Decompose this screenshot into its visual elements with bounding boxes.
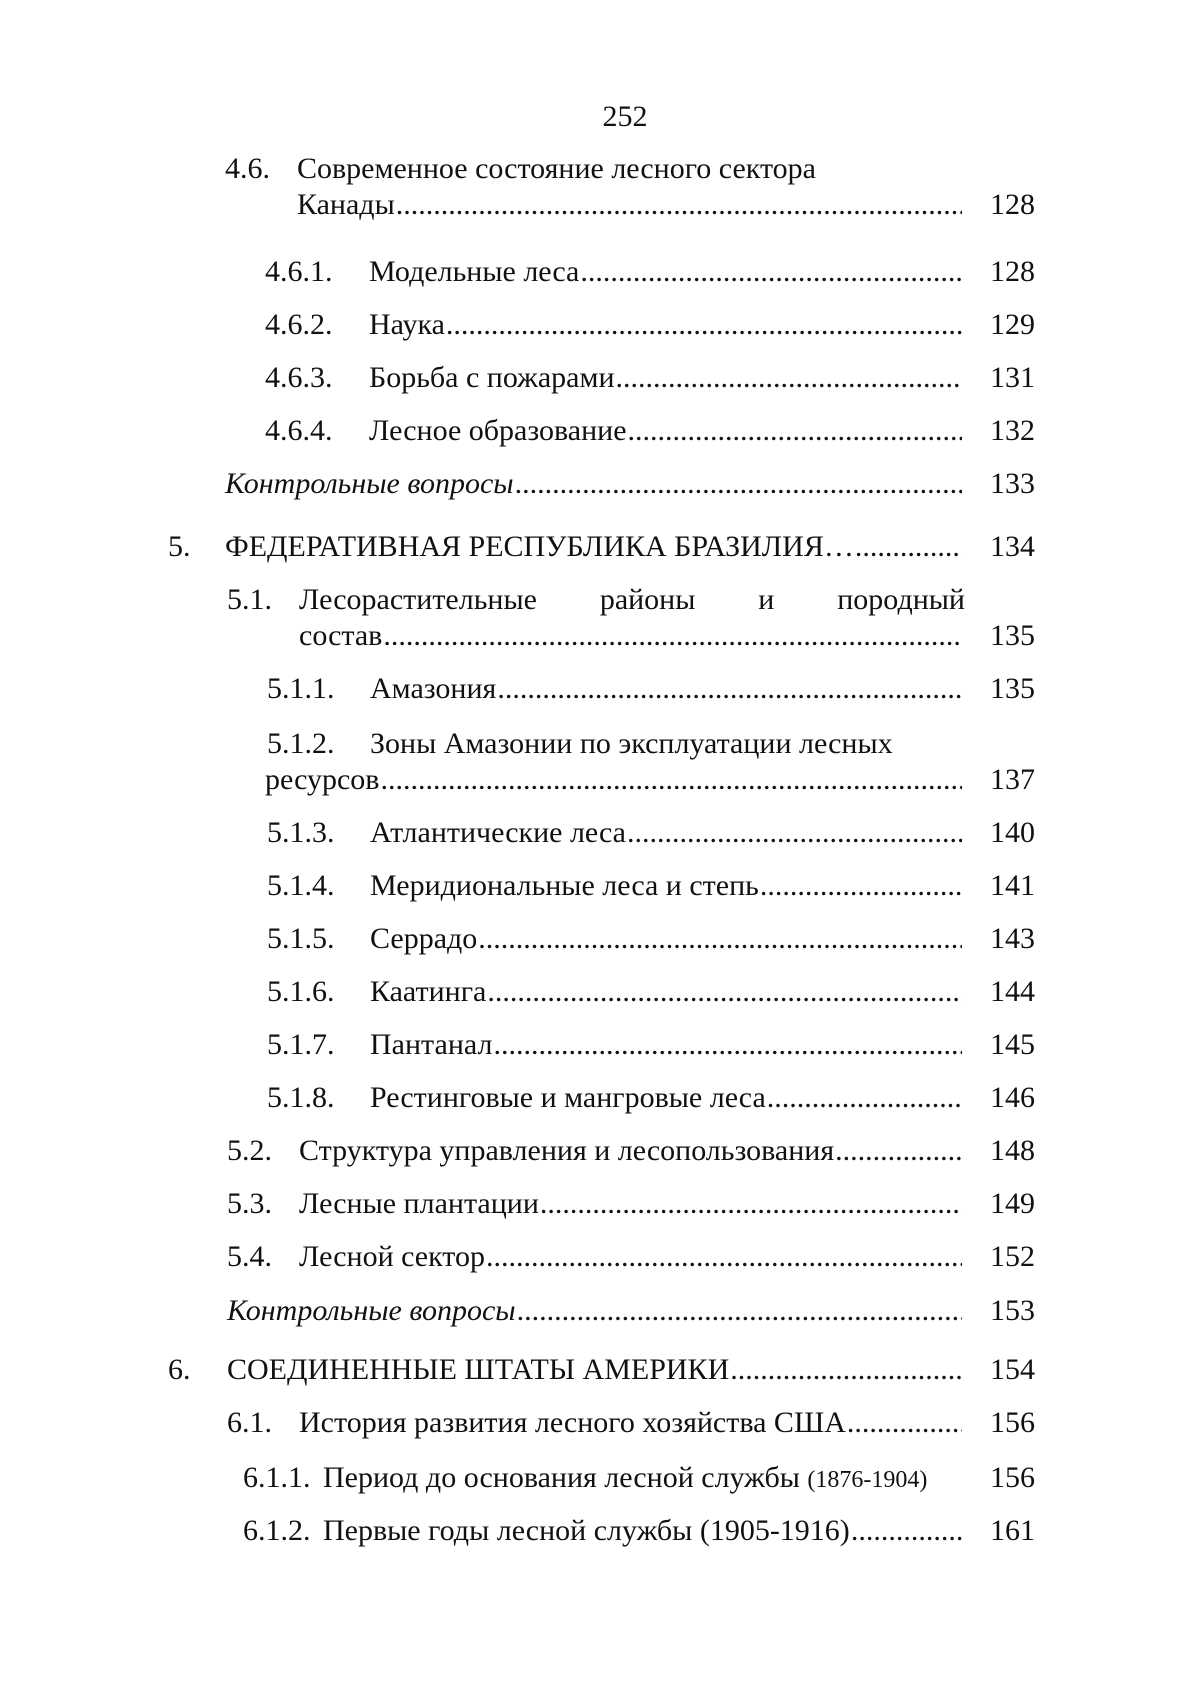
toc-entry-number: 5.1.2. xyxy=(267,727,335,760)
toc-entry-title: СОЕДИНЕННЫЕ ШТАТЫ АМЕРИКИ xyxy=(227,1353,730,1386)
toc-entry-number: 5.1.4. xyxy=(267,869,335,902)
leader-dots xyxy=(767,1081,962,1115)
toc-entry-number: 5.1.5. xyxy=(267,922,335,955)
leader-dots xyxy=(446,308,962,342)
toc-entry-title: Меридиональные леса и степь xyxy=(370,869,759,902)
toc-entry-number: 4.6. xyxy=(225,152,270,185)
toc-entry-5-1-3 xyxy=(0,816,1200,850)
page-number: 252 xyxy=(602,100,648,133)
toc-entry-4-6-4 xyxy=(0,414,1200,448)
toc-entry-page: 156 xyxy=(990,1461,1035,1494)
toc-entry-title: Рестинговые и мангровые леса xyxy=(370,1081,766,1114)
toc-entry-5-2 xyxy=(0,1134,1200,1168)
toc-entry-page: 153 xyxy=(990,1294,1035,1327)
leader-dots xyxy=(628,414,962,448)
leader-dots xyxy=(383,619,962,653)
toc-entry-number: 5.1.7. xyxy=(267,1028,335,1061)
toc-entry-number: 6. xyxy=(168,1353,191,1386)
toc-entry-title-cont: состав xyxy=(299,619,383,652)
leader-dots xyxy=(540,1187,962,1221)
toc-entry-page: 161 xyxy=(990,1514,1035,1547)
toc-entry-title: Лесные плантации xyxy=(299,1187,539,1220)
leader-dots xyxy=(616,361,962,395)
leader-dots xyxy=(515,467,962,501)
toc-entry-review-questions-4 xyxy=(0,467,1200,501)
leader-dots xyxy=(396,188,962,222)
leader-dots xyxy=(487,975,962,1009)
toc-entry-title xyxy=(323,1461,927,1497)
leader-dots xyxy=(730,1353,962,1387)
toc-entry-page: 137 xyxy=(990,763,1035,796)
toc-entry-number: 5.1.8. xyxy=(267,1081,335,1114)
leader-dots xyxy=(380,763,962,797)
toc-entry-number: 4.6.2. xyxy=(265,308,333,341)
toc-entry-page: 132 xyxy=(990,414,1035,447)
toc-entry-page: 128 xyxy=(990,188,1035,221)
toc-entry-5-1-7 xyxy=(0,1028,1200,1062)
toc-entry-5-1 xyxy=(0,583,1200,653)
leader-dots xyxy=(486,1240,962,1274)
toc-entry-page: 152 xyxy=(990,1240,1035,1273)
toc-entry-page: 131 xyxy=(990,361,1035,394)
toc-entry-4-6 xyxy=(0,152,1200,222)
toc-entry-title: Амазония xyxy=(370,672,497,705)
toc-entry-title: Наука xyxy=(369,308,445,341)
toc-entry-title: Контрольные вопросы xyxy=(227,1294,516,1327)
toc-entry-review-questions-5 xyxy=(0,1294,1200,1328)
toc-entry-number: 6.1. xyxy=(227,1406,272,1439)
toc-entry-number: 4.6.4. xyxy=(265,414,333,447)
toc-entry-6-1-1 xyxy=(0,1461,1200,1495)
toc-entry-5-3 xyxy=(0,1187,1200,1221)
leader-dots xyxy=(517,1294,962,1328)
toc-entry-page: 154 xyxy=(990,1353,1035,1386)
leader-dots xyxy=(627,816,962,850)
toc-entry-number: 5.1.6. xyxy=(267,975,335,1008)
leader-dots xyxy=(493,1028,962,1062)
leader-dots xyxy=(478,922,962,956)
leader-dots xyxy=(760,869,962,903)
toc-entry-title-word: районы xyxy=(599,583,696,616)
toc-entry-page: 133 xyxy=(990,467,1035,500)
toc-entry-page: 140 xyxy=(990,816,1035,849)
toc-entry-page: 135 xyxy=(990,619,1035,652)
toc-entry-5-1-2 xyxy=(0,727,1200,797)
toc-entry-number: 4.6.1. xyxy=(265,255,333,288)
toc-entry-number: 6.1.1. xyxy=(243,1461,311,1494)
toc-entry-number: 5.1.3. xyxy=(267,816,335,849)
toc-entry-title-years: (1876-1904) xyxy=(807,1467,928,1493)
toc-entry-title-cont: ресурсов xyxy=(265,763,380,796)
toc-entry-page: 146 xyxy=(990,1081,1035,1114)
toc-entry-title-text: Период до основания лесной службы xyxy=(323,1461,800,1494)
toc-entry-title: Пантанал xyxy=(370,1028,493,1061)
toc-entry-page: 135 xyxy=(990,672,1035,705)
toc-entry-title: Зоны Амазонии по эксплуатации лесных xyxy=(370,727,893,760)
toc-entry-6 xyxy=(0,1353,1200,1387)
toc-entry-5-1-6 xyxy=(0,975,1200,1009)
toc-entry-page: 128 xyxy=(990,255,1035,288)
toc-entry-title: ФЕДЕРАТИВНАЯ РЕСПУБЛИКА БРАЗИЛИЯ… xyxy=(225,530,854,563)
toc-entry-title: Каатинга xyxy=(370,975,487,1008)
toc-entry-5-1-1 xyxy=(0,672,1200,706)
toc-entry-page: 134 xyxy=(990,530,1035,563)
toc-entry-title: Контрольные вопросы xyxy=(225,467,514,500)
toc-entry-title: Структура управления и лесопользования xyxy=(299,1134,835,1167)
toc-entry-number: 6.1.2. xyxy=(243,1514,311,1547)
toc-entry-number: 4.6.3. xyxy=(265,361,333,394)
toc-entry-number: 5.3. xyxy=(227,1187,272,1220)
leader-dots xyxy=(855,530,962,564)
toc-entry-title-word: Лесорастительные xyxy=(299,583,537,616)
toc-entry-title-word: породный xyxy=(837,583,965,616)
toc-entry-number: 5.2. xyxy=(227,1134,272,1167)
toc-entry-number: 5. xyxy=(168,530,191,563)
toc-entry-number: 5.4. xyxy=(227,1240,272,1273)
toc-entry-4-6-3 xyxy=(0,361,1200,395)
toc-entry-title-cont: Канады xyxy=(297,188,395,221)
toc-entry-4-6-1 xyxy=(0,255,1200,289)
toc-entry-page: 144 xyxy=(990,975,1035,1008)
toc-entry-number: 5.1.1. xyxy=(267,672,335,705)
toc-entry-title: Лесной сектор xyxy=(299,1240,486,1273)
toc-entry-title: Первые годы лесной службы (1905-1916) xyxy=(323,1514,850,1547)
leader-dots xyxy=(851,1514,962,1548)
toc-entry-title: Борьба с пожарами xyxy=(369,361,615,394)
toc-entry-5-1-5 xyxy=(0,922,1200,956)
toc-entry-4-6-2 xyxy=(0,308,1200,342)
toc-entry-page: 143 xyxy=(990,922,1035,955)
toc-entry-title-word: и xyxy=(758,583,775,616)
toc-entry-page: 145 xyxy=(990,1028,1035,1061)
toc-entry-6-1 xyxy=(0,1406,1200,1440)
toc-entry-page: 129 xyxy=(990,308,1035,341)
toc-entry-page: 149 xyxy=(990,1187,1035,1220)
toc-entry-5-1-8 xyxy=(0,1081,1200,1115)
leader-dots xyxy=(497,672,962,706)
leader-dots xyxy=(835,1134,962,1168)
toc-entry-5 xyxy=(0,530,1200,564)
toc-entry-title: Атлантические леса xyxy=(370,816,626,849)
toc-entry-page: 141 xyxy=(990,869,1035,902)
toc-entry-title: Модельные леса xyxy=(369,255,580,288)
toc-entry-title: История развития лесного хозяйства США xyxy=(299,1406,846,1439)
toc-entry-title: Серрадо xyxy=(370,922,478,955)
toc-entry-page: 156 xyxy=(990,1406,1035,1439)
toc-entry-title: Лесное образование xyxy=(369,414,627,447)
toc-entry-6-1-2 xyxy=(0,1514,1200,1548)
toc-entry-page: 148 xyxy=(990,1134,1035,1167)
toc-entry-number: 5.1. xyxy=(227,583,272,616)
toc-entry-title: Современное состояние лесного сектора xyxy=(297,152,816,185)
toc-entry-5-4 xyxy=(0,1240,1200,1274)
leader-dots xyxy=(580,255,962,289)
toc-entry-5-1-4 xyxy=(0,869,1200,903)
leader-dots xyxy=(847,1406,962,1440)
